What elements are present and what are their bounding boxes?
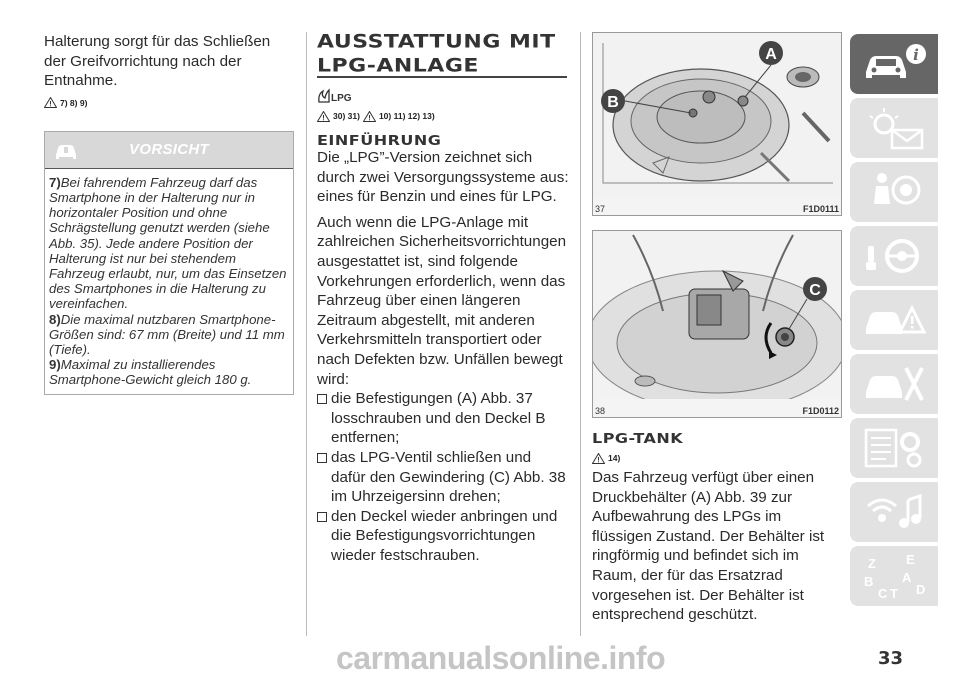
figure-caption [593,404,841,422]
tab-index[interactable] [850,546,938,606]
vorsicht-notes [45,168,293,394]
column-left [44,32,294,395]
paragraph: Auch wenn die LPG-Anlage mit zahlreichen Sicherheitsvorrichtungen ausgestattet ist, sind folgende Vorkehrungen erforderlich, wenn das Fahrzeug über einen längeren Zeitraum abgestellt, mit anderen Verkehrsmitteln transportiert oder nach Defekten bzw. Unfällen bewegt wird: [317,213,567,388]
list-item [317,389,569,448]
intro-refs [44,95,294,111]
paragraph: Das Fahrzeug verfügt über einen Druckbehälter (A) Abb. 39 zur Aufbewahrung des LPGs im flüssigen Zustand. Der Behälter ist ringförmig und befindet sich im Raum, der für das Ersatzrad vorgesehen ist. Der Behälter ist entsprechend geschützt. [592,469,825,624]
note-item [49,175,289,312]
ref-numbers: 14) [608,453,621,463]
list-item [317,448,569,507]
svg-text:E: E [906,554,915,567]
page-number: 33 [878,648,904,669]
tab-driving[interactable] [850,226,938,286]
section-heading [317,32,569,78]
heading-line-2: LPG-ANLAGE [317,55,479,77]
tab-maintenance[interactable] [850,354,938,414]
warning-triangle-icon [317,111,330,122]
car-info-icon [862,42,928,86]
tab-multimedia[interactable] [850,482,938,542]
note-text: Die maximal nutzbaren Smartphone-Größen sind: 67 mm (Breite) und 11 mm (Tiefe). [49,311,285,358]
warning-lights-icon [862,106,928,150]
note-number: 7) [49,174,61,190]
watermark: carmanualsonline.info [336,640,666,676]
note-item [49,312,289,358]
figure-number: 37 [595,204,606,214]
tab-technical-data[interactable] [850,418,938,478]
warning-triangle-icon [44,97,57,108]
column-divider [306,32,307,636]
intro-text: Halterung sorgt für das Schließen der Greifvorrichtung nach der Entnahme. [44,33,271,90]
bullet-box [317,512,327,522]
label-a: A [765,46,777,63]
list-item-text: das LPG-Ventil schließen und dafür den Gewindering (C) Abb. 38 im Uhrzeigersinn drehen; [331,448,566,506]
column-divider [580,32,581,636]
tab-emergency[interactable] [850,290,938,350]
subheading-lpg-tank: LPG-TANK [592,430,684,447]
note-item [49,357,289,387]
section-refs [592,450,842,466]
svg-text:D: D [916,582,926,597]
note-number: 8) [49,311,61,327]
figure-number: 38 [595,406,606,416]
technical-data-icon [862,426,928,470]
vorsicht-header [45,132,293,168]
note-text: Bei fahrendem Fahrzeug darf das Smartphone in der Halterung nur in horizontaler Position und ohne Schrägstellung genutzt werden (siehe Abb. 35). Jede andere Position der Halterung ist nur bei stehendem Fahrzeug erlaubt, nur, um das Einsetzen des Smartphones in die Halterung zu vereinfachen. [49,174,287,312]
list-item [317,507,569,566]
svg-text:C: C [878,586,888,598]
subheading-einfuehrung: EINFÜHRUNG [317,132,442,149]
paragraph: Die „LPG”-Version zeichnet sich durch zwei Versorgungssysteme aus: eines für Benzin und eines für LPG. [317,149,569,206]
figure-37 [592,32,842,216]
svg-text:B: B [864,574,874,589]
bullet-box [317,394,327,404]
section-refs [317,108,569,124]
tab-safety[interactable] [850,162,938,222]
figure-caption [593,202,841,220]
safety-airbag-icon [862,170,928,214]
figure-code: F1D0112 [802,406,839,416]
tab-warning-lights[interactable] [850,98,938,158]
lpg-fuel-icon [317,88,351,104]
multimedia-icon [862,490,928,534]
svg-text:LPG: LPG [331,93,351,104]
ref-numbers: 7) 8) 9) [60,97,88,108]
warning-triangle-icon [592,453,605,464]
note-text: Maximal zu installierendes Smartphone-Gewicht gleich 180 g. [49,357,252,388]
label-b: B [607,94,619,111]
list-item-text: die Befestigungen (A) Abb. 37 losschrauben und den Deckel B entfernen; [331,390,546,447]
lpg-icon-row [317,88,569,104]
ref-numbers: 10) 11) 12) 13) [378,111,435,121]
bullet-box [317,453,327,463]
column-middle [317,32,569,565]
svg-text:A: A [902,570,912,585]
maintenance-icon [862,362,928,406]
figure-code: F1D0111 [802,204,839,214]
ref-numbers: 30) 31) [333,111,360,121]
index-icon [862,554,928,598]
note-number: 9) [49,357,61,373]
tab-car-info[interactable] [850,34,938,94]
column-right [592,32,842,625]
emergency-icon [862,298,928,342]
figure-38 [592,230,842,418]
svg-text:i: i [913,46,919,64]
warning-triangle-icon [363,111,376,122]
svg-text:Z: Z [868,556,876,571]
vorsicht-title: VORSICHT [129,141,209,159]
svg-text:T: T [890,586,898,598]
list-item-text: den Deckel wieder anbringen und die Befestigungsvorrichtungen wieder festschrauben. [331,507,558,564]
chapter-tabs [850,34,938,610]
steering-wheel-icon [862,234,928,278]
car-warning-icon [51,135,81,165]
label-c: C [809,282,821,299]
lpg-valve-illustration [593,231,841,399]
vorsicht-box [44,131,294,395]
spare-wheel-tank-illustration [593,33,841,197]
heading-line-1: AUSSTATTUNG MIT [317,31,556,53]
